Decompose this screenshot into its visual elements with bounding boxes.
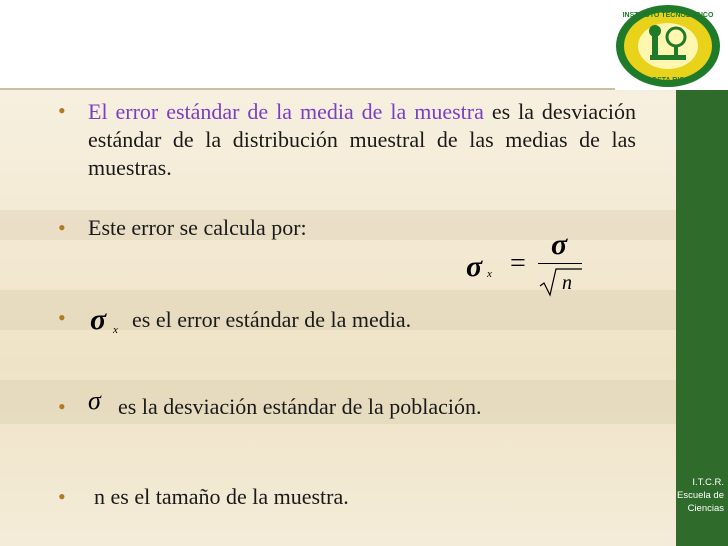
standard-error-description: es el error estándar de la media. xyxy=(132,307,412,332)
logo-bottom-text: COSTA RICA xyxy=(646,77,690,84)
bullet-definition xyxy=(88,98,636,182)
side-label-line: I.T.C.R. xyxy=(692,477,724,488)
side-label-line: Ciencias xyxy=(687,503,724,514)
logo-top-text: INSTITUTO TECNOLOGICO xyxy=(622,12,714,19)
institute-logo xyxy=(614,3,722,89)
sigma-x-symbol: σ xyxy=(90,303,107,336)
sigma-symbol: σ xyxy=(88,386,101,415)
bullet-marker: • xyxy=(58,305,66,330)
sigma-numerator: σ xyxy=(551,228,568,261)
bullet-marker: • xyxy=(58,484,66,509)
sample-size-description: n es el tamaño de la muestra. xyxy=(94,484,349,509)
fraction-bar xyxy=(538,263,582,264)
bullet-marker: • xyxy=(58,98,66,123)
n-denominator: n xyxy=(562,272,572,294)
subscript-x: x xyxy=(487,268,492,280)
bullet-marker: • xyxy=(58,394,66,419)
population-deviation-description: es la desviación estándar de la población. xyxy=(118,394,482,419)
sigma-symbol: σ xyxy=(466,250,483,283)
side-label xyxy=(672,476,728,515)
calculation-intro: Este error se calcula por: xyxy=(88,215,307,240)
definition-text: es la desviación estándar de la distribución muestral de las medias de las muestras. xyxy=(88,99,636,180)
sqrt-icon xyxy=(538,266,584,298)
side-label-line: Escuela de xyxy=(676,490,724,501)
equals-sign: = xyxy=(510,248,526,279)
subscript-x: x xyxy=(113,324,118,336)
highlighted-term: El error estándar de la media de la muestra xyxy=(88,99,484,124)
bullet-marker: • xyxy=(58,215,66,240)
